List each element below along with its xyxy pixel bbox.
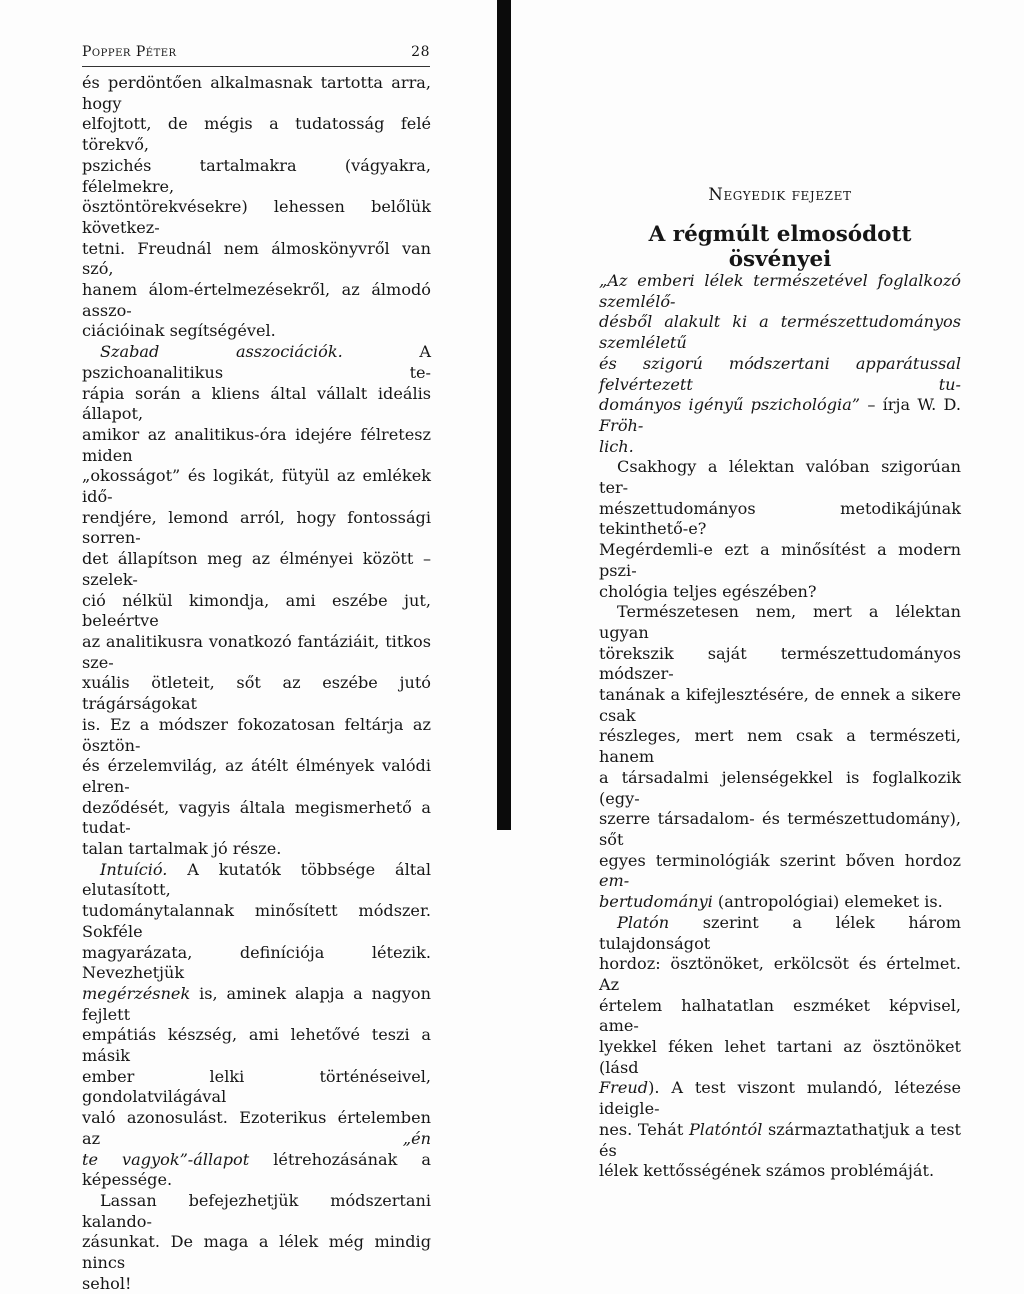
text-line: lyekkel féken lehet tartani az ösztönöket (lásd xyxy=(599,1037,961,1077)
text-line xyxy=(82,1150,431,1191)
epigraph-fragment: dományos igényű pszichológia” xyxy=(599,395,861,415)
epigraph-author: Fröh- xyxy=(599,415,644,435)
text-line: xuális ötleteit, sőt az eszébe jutó trágárságokat xyxy=(82,673,431,714)
text-line: törekszik saját természettudományos módszer- xyxy=(599,643,961,684)
text-line: hordoz: ösztönöket, erkölcsöt és értelmet. Az xyxy=(599,954,961,994)
text-fragment: szerint a lélek három tulajdonságot xyxy=(599,912,961,953)
text-line: sehol! xyxy=(82,1273,132,1293)
text-line xyxy=(82,860,431,901)
text-line: ember lelki történéseivel, gondolatvilágával xyxy=(82,1066,431,1107)
text-line: tanának a kifejlesztésére, de ennek a sikere csak xyxy=(599,685,961,725)
page-number: 28 xyxy=(411,44,430,60)
text-line xyxy=(599,892,961,913)
text-line: szerre társadalom- és természettudomány), sőt xyxy=(599,809,961,849)
text-line: és perdöntően alkalmasnak tartotta arra, hogy xyxy=(82,73,431,113)
text-line: „okosságot” és logikát, fütyül az emlékek idő- xyxy=(82,466,431,507)
chapter-label: Negyedik fejezet xyxy=(708,185,852,204)
right-page xyxy=(511,0,1024,1181)
text-line: hanem álom-értelmezésekről, az álmodó asszo- xyxy=(82,280,431,320)
text-line: tudománytalannak minősített módszer. Sokféle xyxy=(82,901,431,941)
term-intuicio: Intuíció. xyxy=(100,859,168,879)
text-fragment: is, aminek alapja a nagyon fejlett xyxy=(82,983,431,1024)
name-freud: Freud xyxy=(599,1078,649,1098)
epigraph-attribution: – írja W. D. xyxy=(860,395,961,415)
text-fragment: A pszichoanalitikus te- xyxy=(82,342,431,382)
text-line: deződését, vagyis általa megismerhető a tudat- xyxy=(82,797,431,838)
header-rule xyxy=(82,66,430,67)
term-embertudomanyi: em- xyxy=(599,871,630,891)
text-line: magyarázata, definíciója létezik. Nevezhetjük xyxy=(82,942,431,983)
text-line: Csakhogy a lélektan valóban szigorúan ter- xyxy=(599,457,961,498)
text-line: Megérdemli-e ezt a minősítést a modern pszi- xyxy=(599,540,961,580)
term-szabad-asszociaciok: Szabad asszociációk. xyxy=(100,342,343,362)
text-line: zásunkat. De maga a lélek még mindig nincs xyxy=(82,1232,431,1273)
left-page xyxy=(0,0,497,1293)
text-line xyxy=(82,984,431,1025)
name-platontol: Platóntól xyxy=(688,1119,763,1139)
epigraph-line: és szigorú módszertani apparátussal felvértezett tu- xyxy=(599,353,961,394)
text-line: chológia teljes egészében? xyxy=(599,581,817,601)
text-fragment: egyes terminológiák szerint bőven hordoz xyxy=(599,850,961,870)
text-fragment: származtathatjuk a test és xyxy=(599,1119,961,1160)
chapter-title: A régmúlt elmosódott ösvényei xyxy=(648,222,912,272)
text-fragment: létrehozásának a képessége. xyxy=(82,1149,431,1190)
text-line: elfojtott, de mégis a tudatosság felé törekvő, xyxy=(82,114,431,155)
name-platon: Platón xyxy=(617,912,670,932)
text-line: mészettudományos metodikájúnak tekinthető-e? xyxy=(599,498,961,539)
right-body-text xyxy=(599,271,961,1182)
text-line: rendjére, lemond arról, hogy fontossági sorren- xyxy=(82,507,431,548)
text-line: az analitikusra vonatkozó fantáziáit, titkos sze- xyxy=(82,631,431,672)
text-line: talan tartalmak jó része. xyxy=(82,839,282,859)
text-line: amikor az analitikus-óra idejére félretesz miden xyxy=(82,424,431,465)
book-spine-gutter xyxy=(497,0,511,830)
text-line: det állapítson meg az élményei között – szelek- xyxy=(82,549,431,589)
text-line: értelem halhatatlan eszméket képvisel, ame- xyxy=(599,995,961,1036)
text-line: empátiás készség, ami lehetővé teszi a másik xyxy=(82,1025,431,1066)
text-line: Természetesen nem, mert a lélektan ugyan xyxy=(599,602,961,642)
term-embertudomanyi-cont: bertudományi xyxy=(599,892,713,912)
text-line: pszichés tartalmakra (vágyakra, félelmekre, xyxy=(82,155,431,196)
text-line: lélek kettősségének számos problémáját. xyxy=(599,1161,935,1181)
term-megerzes: megérzésnek xyxy=(82,983,191,1003)
text-line xyxy=(599,1078,961,1119)
epigraph-line: lich. xyxy=(599,436,634,456)
text-line: Lassan befejezhetjük módszertani kalando- xyxy=(82,1190,431,1231)
epigraph-line: „Az emberi lélek természetével foglalkozó szemlélő- xyxy=(599,271,961,311)
text-line xyxy=(599,913,961,954)
text-line xyxy=(599,1120,961,1161)
epigraph-line xyxy=(599,395,961,436)
author-name: Popper Péter xyxy=(82,44,177,60)
text-fragment: való azonosulást. Ezoterikus értelemben az xyxy=(82,1108,431,1148)
text-line: részleges, mert nem csak a természeti, hanem xyxy=(599,726,961,767)
text-line: a társadalmi jelenségekkel is foglalkozik (egy- xyxy=(599,767,961,808)
text-line: ció nélkül kimondja, ami eszébe jut, beleértve xyxy=(82,590,431,631)
text-line: ciációinak segítségével. xyxy=(82,321,276,341)
text-line xyxy=(82,1108,431,1149)
running-head xyxy=(82,44,430,60)
text-line: is. Ez a módszer fokozatosan feltárja az ösztön- xyxy=(82,714,431,755)
text-line: rápia során a kliens által vállalt ideális állapot, xyxy=(82,383,431,424)
text-fragment: A kutatók többsége által elutasított, xyxy=(82,859,431,900)
text-line: ösztöntörekvésekre) lehessen belőlük következ- xyxy=(82,197,431,237)
epigraph-line: désből alakult ki a természettudományos szemléletű xyxy=(599,312,961,353)
text-fragment: (antropológiai) elemeket is. xyxy=(712,892,943,912)
left-body-text xyxy=(82,73,431,1294)
text-line xyxy=(82,342,431,383)
text-line: és érzelemvilág, az átélt élmények valódi elren- xyxy=(82,756,431,796)
text-fragment: ). A test viszont mulandó, létezése ideigle- xyxy=(599,1078,961,1119)
text-line xyxy=(599,851,961,892)
term-en-te-cont: te vagyok”-állapot xyxy=(82,1149,250,1169)
text-fragment: nes. Tehát xyxy=(599,1119,689,1139)
text-line: tetni. Freudnál nem álmoskönyvről van szó, xyxy=(82,238,431,279)
term-en-te: „én xyxy=(402,1128,431,1148)
